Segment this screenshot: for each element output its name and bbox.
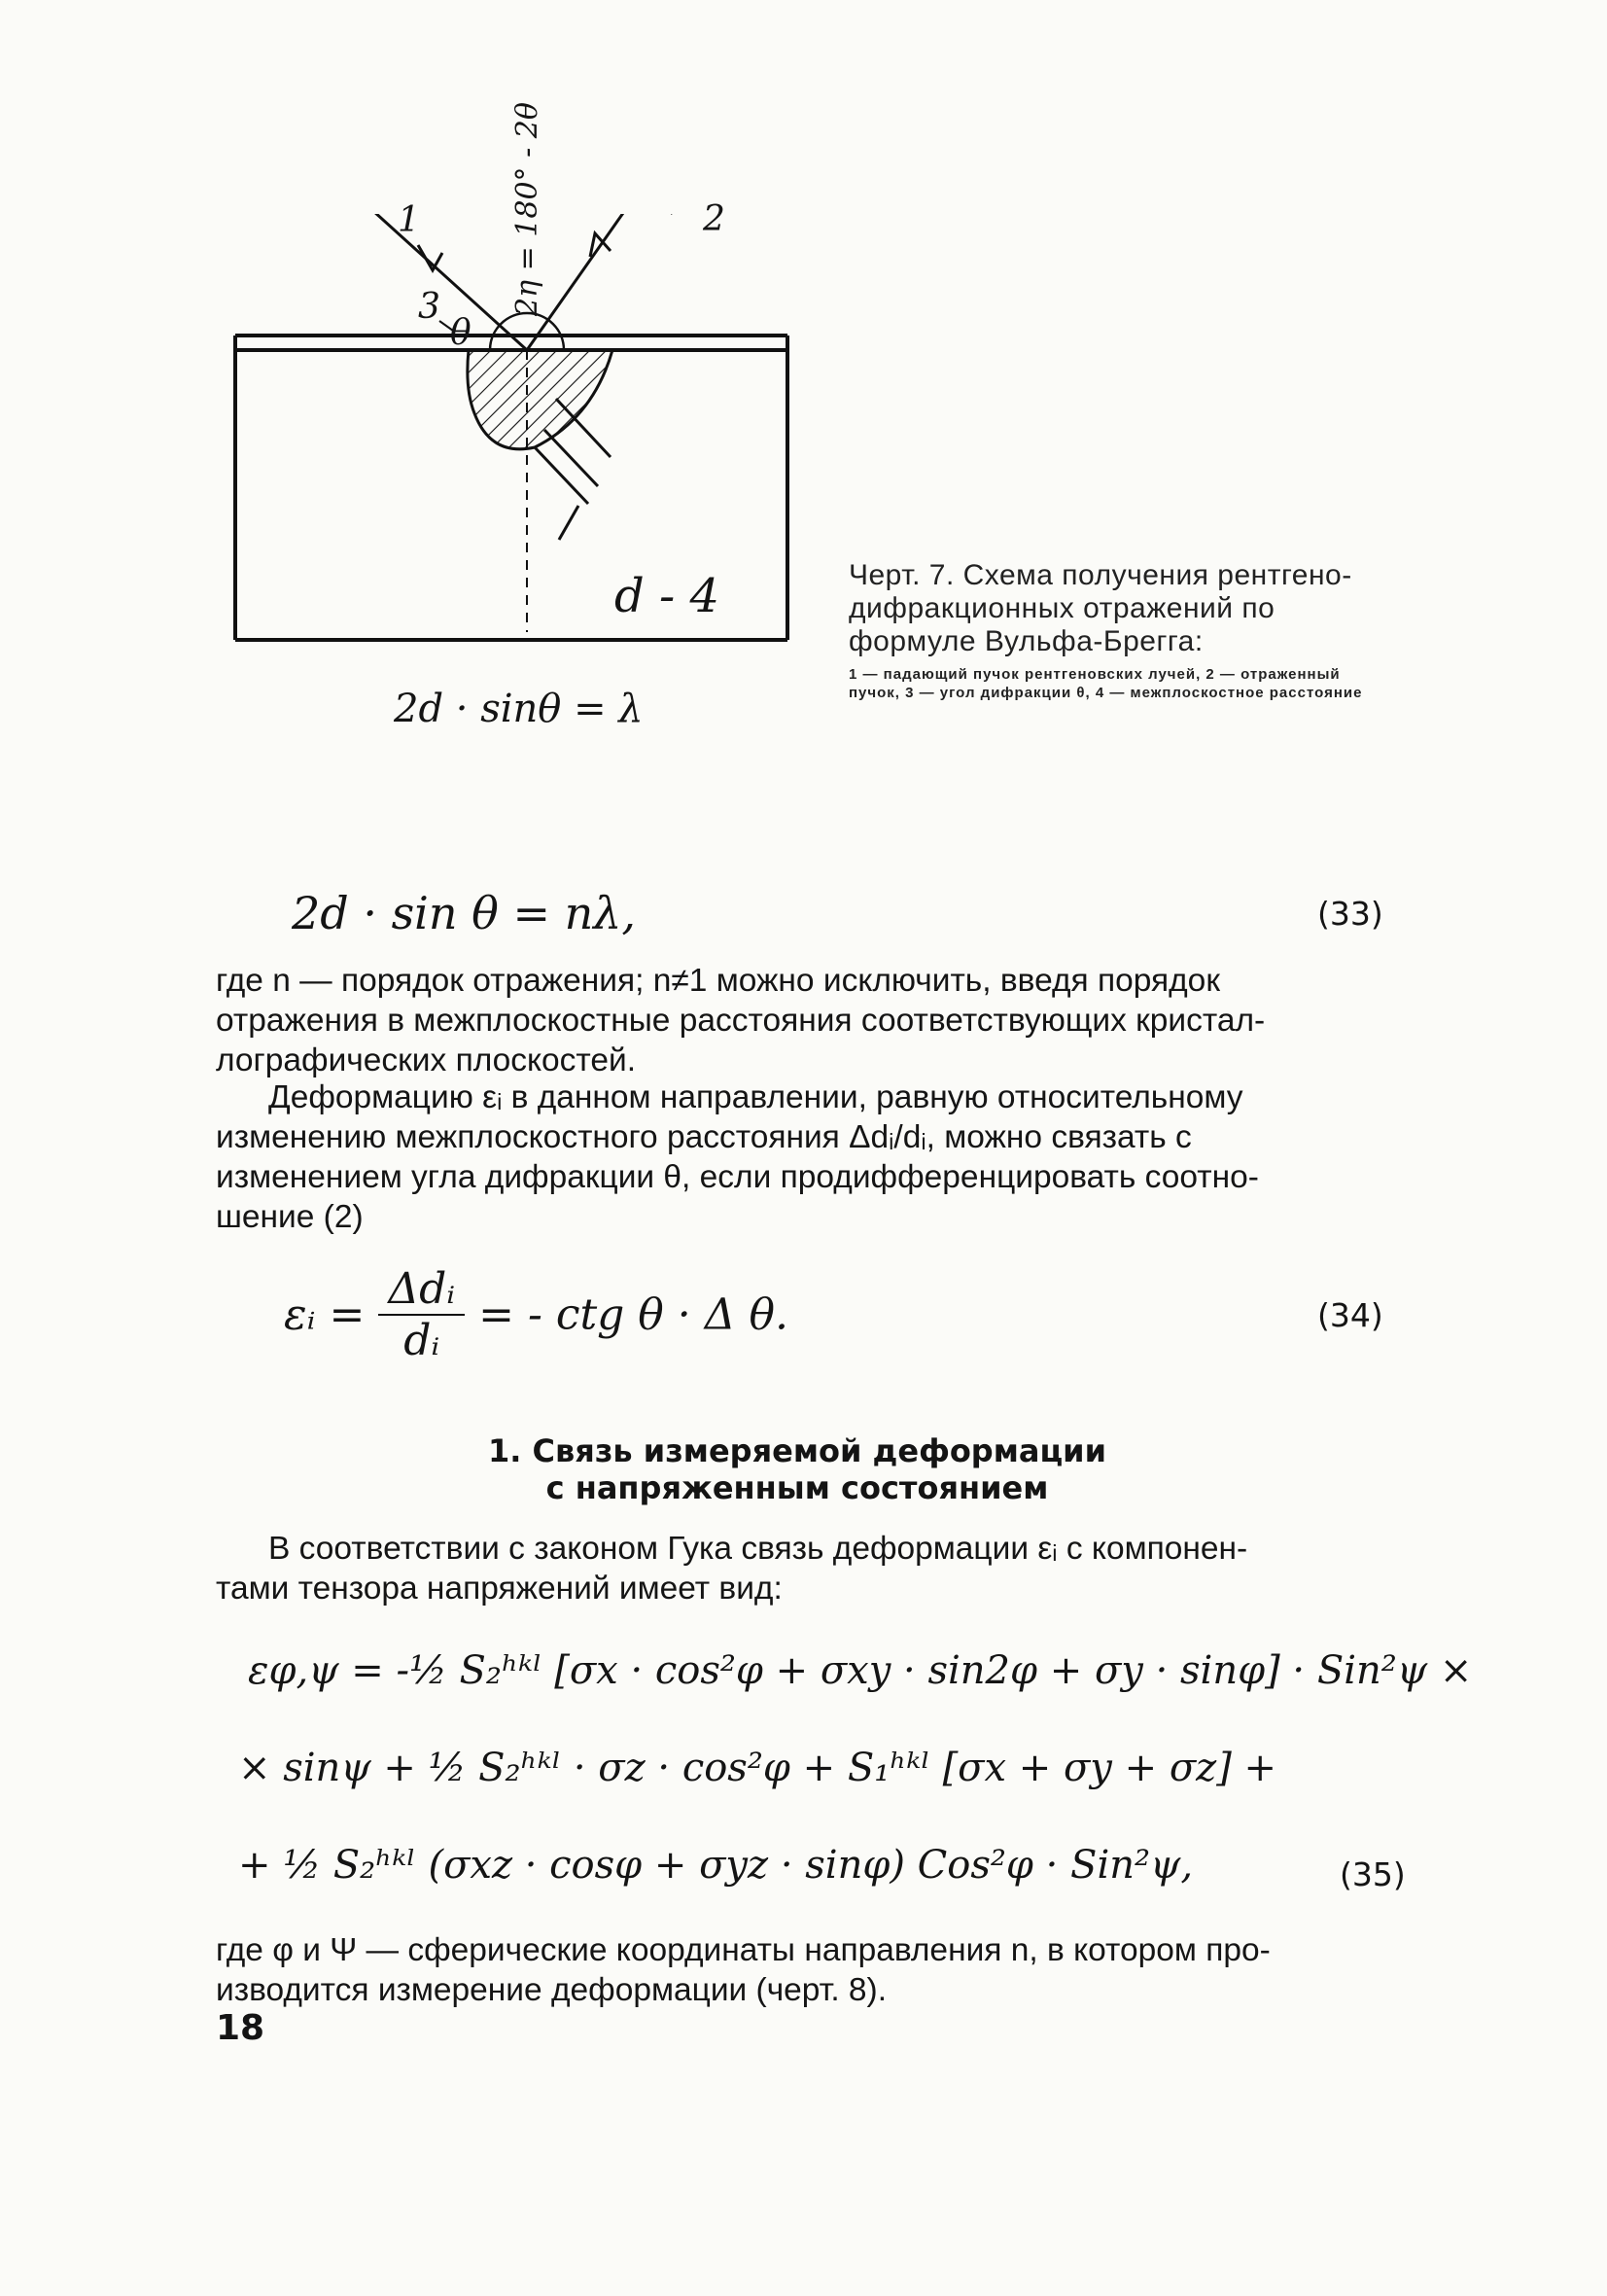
- paragraph-4: [216, 1930, 1400, 2010]
- equation-33: 2d · sin θ = nλ,: [292, 887, 637, 939]
- section-heading-line-1: 1. Связь измеряемой деформации: [487, 1432, 1107, 1469]
- equation-34-rhs: = - ctg θ · Δ θ.: [478, 1289, 788, 1340]
- figure-caption-title: Черт. 7. Схема получения рентгено-дифракционных отражений по формуле Вульфа-Брегга:: [849, 559, 1352, 657]
- paragraph-1-line: отражения в межплоскостные расстояния соответствующих кристал-: [216, 1003, 1266, 1039]
- page-number: 18: [216, 2008, 265, 2048]
- label-angle-number: 3: [418, 287, 440, 327]
- paragraph-4-line: где φ и Ψ — сферические координаты направления n, в котором про-: [216, 1932, 1271, 1968]
- label-beam-1: 1: [398, 200, 420, 240]
- figure-caption-legend: 1 — падающий пучок рентгеновских лучей, 2 — отраженный пучок, 3 — угол дифракции θ, 4 — межплоскостное расстояние: [849, 666, 1363, 701]
- paragraph-2-line: Деформацию εᵢ в данном направлении, равную относительному: [268, 1079, 1243, 1115]
- equation-34-numerator: Δdᵢ: [378, 1264, 465, 1316]
- section-heading-line-2: с напряженным состоянием: [545, 1469, 1049, 1506]
- reflected-beam: [527, 214, 681, 350]
- paragraph-1-line: где n — порядок отражения; n≠1 можно исключить, введя порядок: [216, 963, 1220, 999]
- label-d-4: d - 4: [614, 569, 719, 623]
- label-beam-2: 2: [703, 199, 725, 239]
- equation-34-number: (34): [1317, 1296, 1383, 1334]
- equation-34-denominator: dᵢ: [403, 1316, 440, 1365]
- paragraph-3: [216, 1529, 1400, 1608]
- label-theta: θ: [450, 313, 472, 353]
- paragraph-4-line: изводится измерение деформации (черт. 8).: [216, 1972, 888, 2008]
- paragraph-3-line: В соответствии с законом Гука связь деформации εᵢ с компонен-: [268, 1531, 1248, 1567]
- paragraph-2-line: шение (2): [216, 1199, 364, 1235]
- paragraph-2-line: изменением угла дифракции θ, если продифференцировать соотно-: [216, 1159, 1259, 1195]
- equation-33-number: (33): [1317, 895, 1383, 933]
- equation-35-line-2: × sinψ + ½ S₂ʰᵏˡ · σz · cos²φ + S₁ʰᵏˡ [σx + σy + σz] +: [238, 1746, 1277, 1790]
- figure-formula: 2d · sinθ = λ: [394, 687, 644, 731]
- equation-34: [284, 1264, 788, 1365]
- equation-34-lhs: εᵢ =: [284, 1289, 366, 1340]
- equation-35-line-1: εφ,ψ = -½ S₂ʰᵏˡ [σx · cos²φ + σxy · sin2φ + σy · sinφ] · Sin²ψ ×: [248, 1648, 1473, 1693]
- label-eta: 2η = 180° - 2θ: [510, 102, 544, 316]
- paragraph-1: [216, 961, 1400, 1080]
- section-heading: [408, 1432, 1186, 1506]
- paragraph-3-line: тами тензора напряжений имеет вид:: [216, 1571, 783, 1607]
- paragraph-2: [216, 1077, 1400, 1237]
- angle-arc: [490, 313, 564, 350]
- equation-35-number: (35): [1340, 1855, 1406, 1893]
- equation-35-line-3: + ½ S₂ʰᵏˡ (σxz · cosφ + σyz · sinφ) Cos²φ · Sin²ψ,: [238, 1843, 1194, 1888]
- equation-34-fraction: [378, 1264, 465, 1365]
- paragraph-1-line: лографических плоскостей.: [216, 1042, 637, 1078]
- paragraph-2-line: изменению межплоскостного расстояния Δdᵢ/dᵢ, можно связать с: [216, 1119, 1192, 1155]
